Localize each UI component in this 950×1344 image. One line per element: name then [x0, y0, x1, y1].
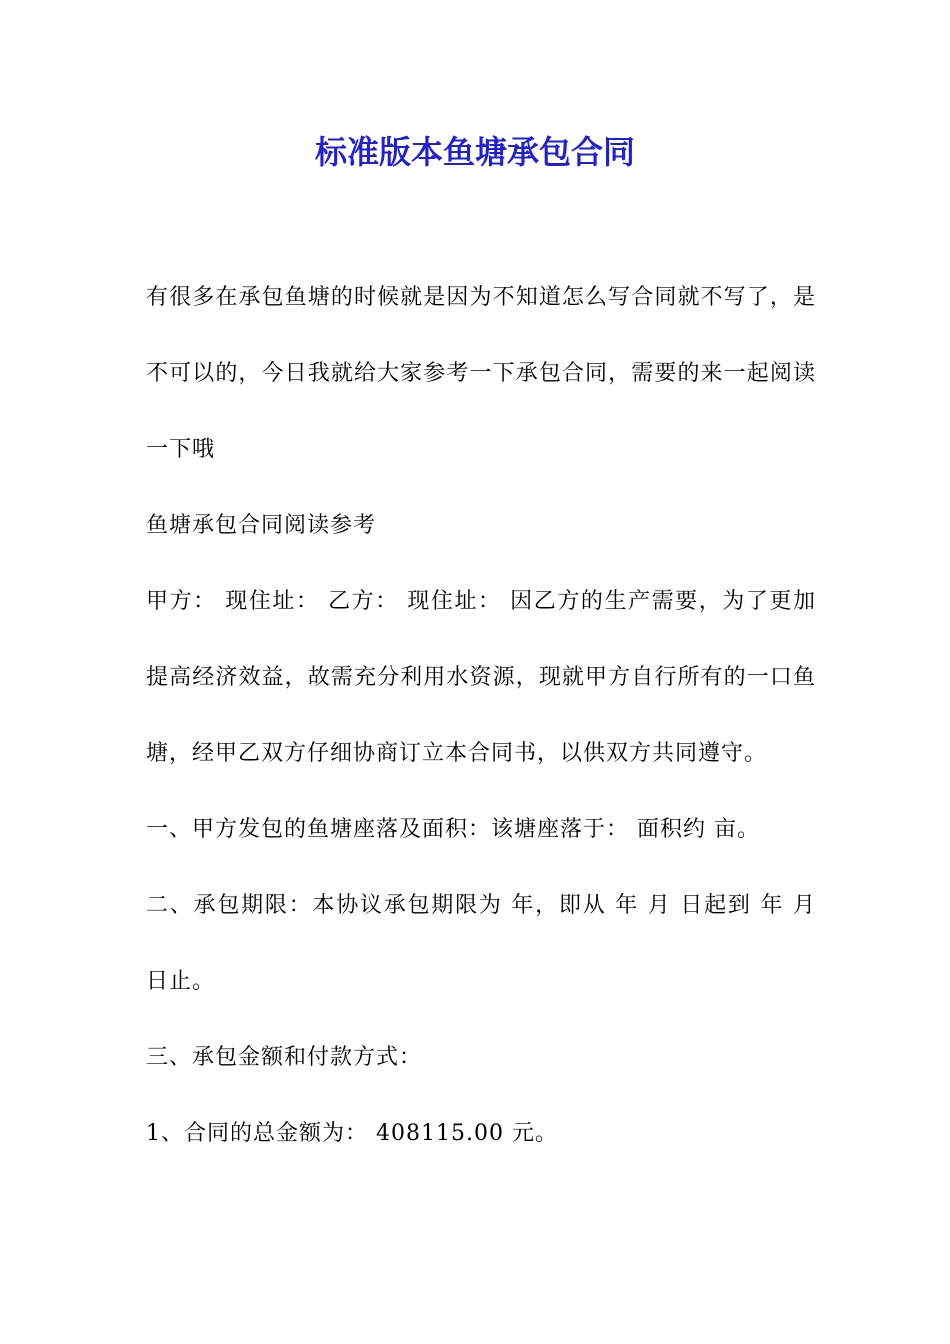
document-body [146, 260, 816, 1172]
clause-1-location: 一、甲方发包的鱼塘座落及面积：该塘座落于： 面积约 亩。 [146, 817, 760, 842]
clause-3-1-total: 1、合同的总金额为： 408115.00 元。 [146, 1121, 558, 1146]
parties-paragraph: 甲方： 现住址： 乙方： 现住址： 因乙方的生产需要，为了更加提高经济效益，故需充分利用水资源，现就甲方自行所有的一口鱼塘，经甲乙双方仔细协商订立本合同书，以供双方共同遵守。 [146, 589, 816, 766]
intro-paragraph: 有很多在承包鱼塘的时候就是因为不知道怎么写合同就不写了，是不可以的，今日我就给大家参考一下承包合同，需要的来一起阅读一下哦 [146, 285, 816, 462]
clause-3-payment: 三、承包金额和付款方式： [146, 1045, 423, 1070]
section-heading: 鱼塘承包合同阅读参考 [146, 513, 377, 538]
clause-2-term: 二、承包期限：本协议承包期限为 年，即从 年 月 日起到 年 月 日止。 [146, 893, 816, 994]
document-title: 标准版本鱼塘承包合同 [314, 133, 635, 171]
